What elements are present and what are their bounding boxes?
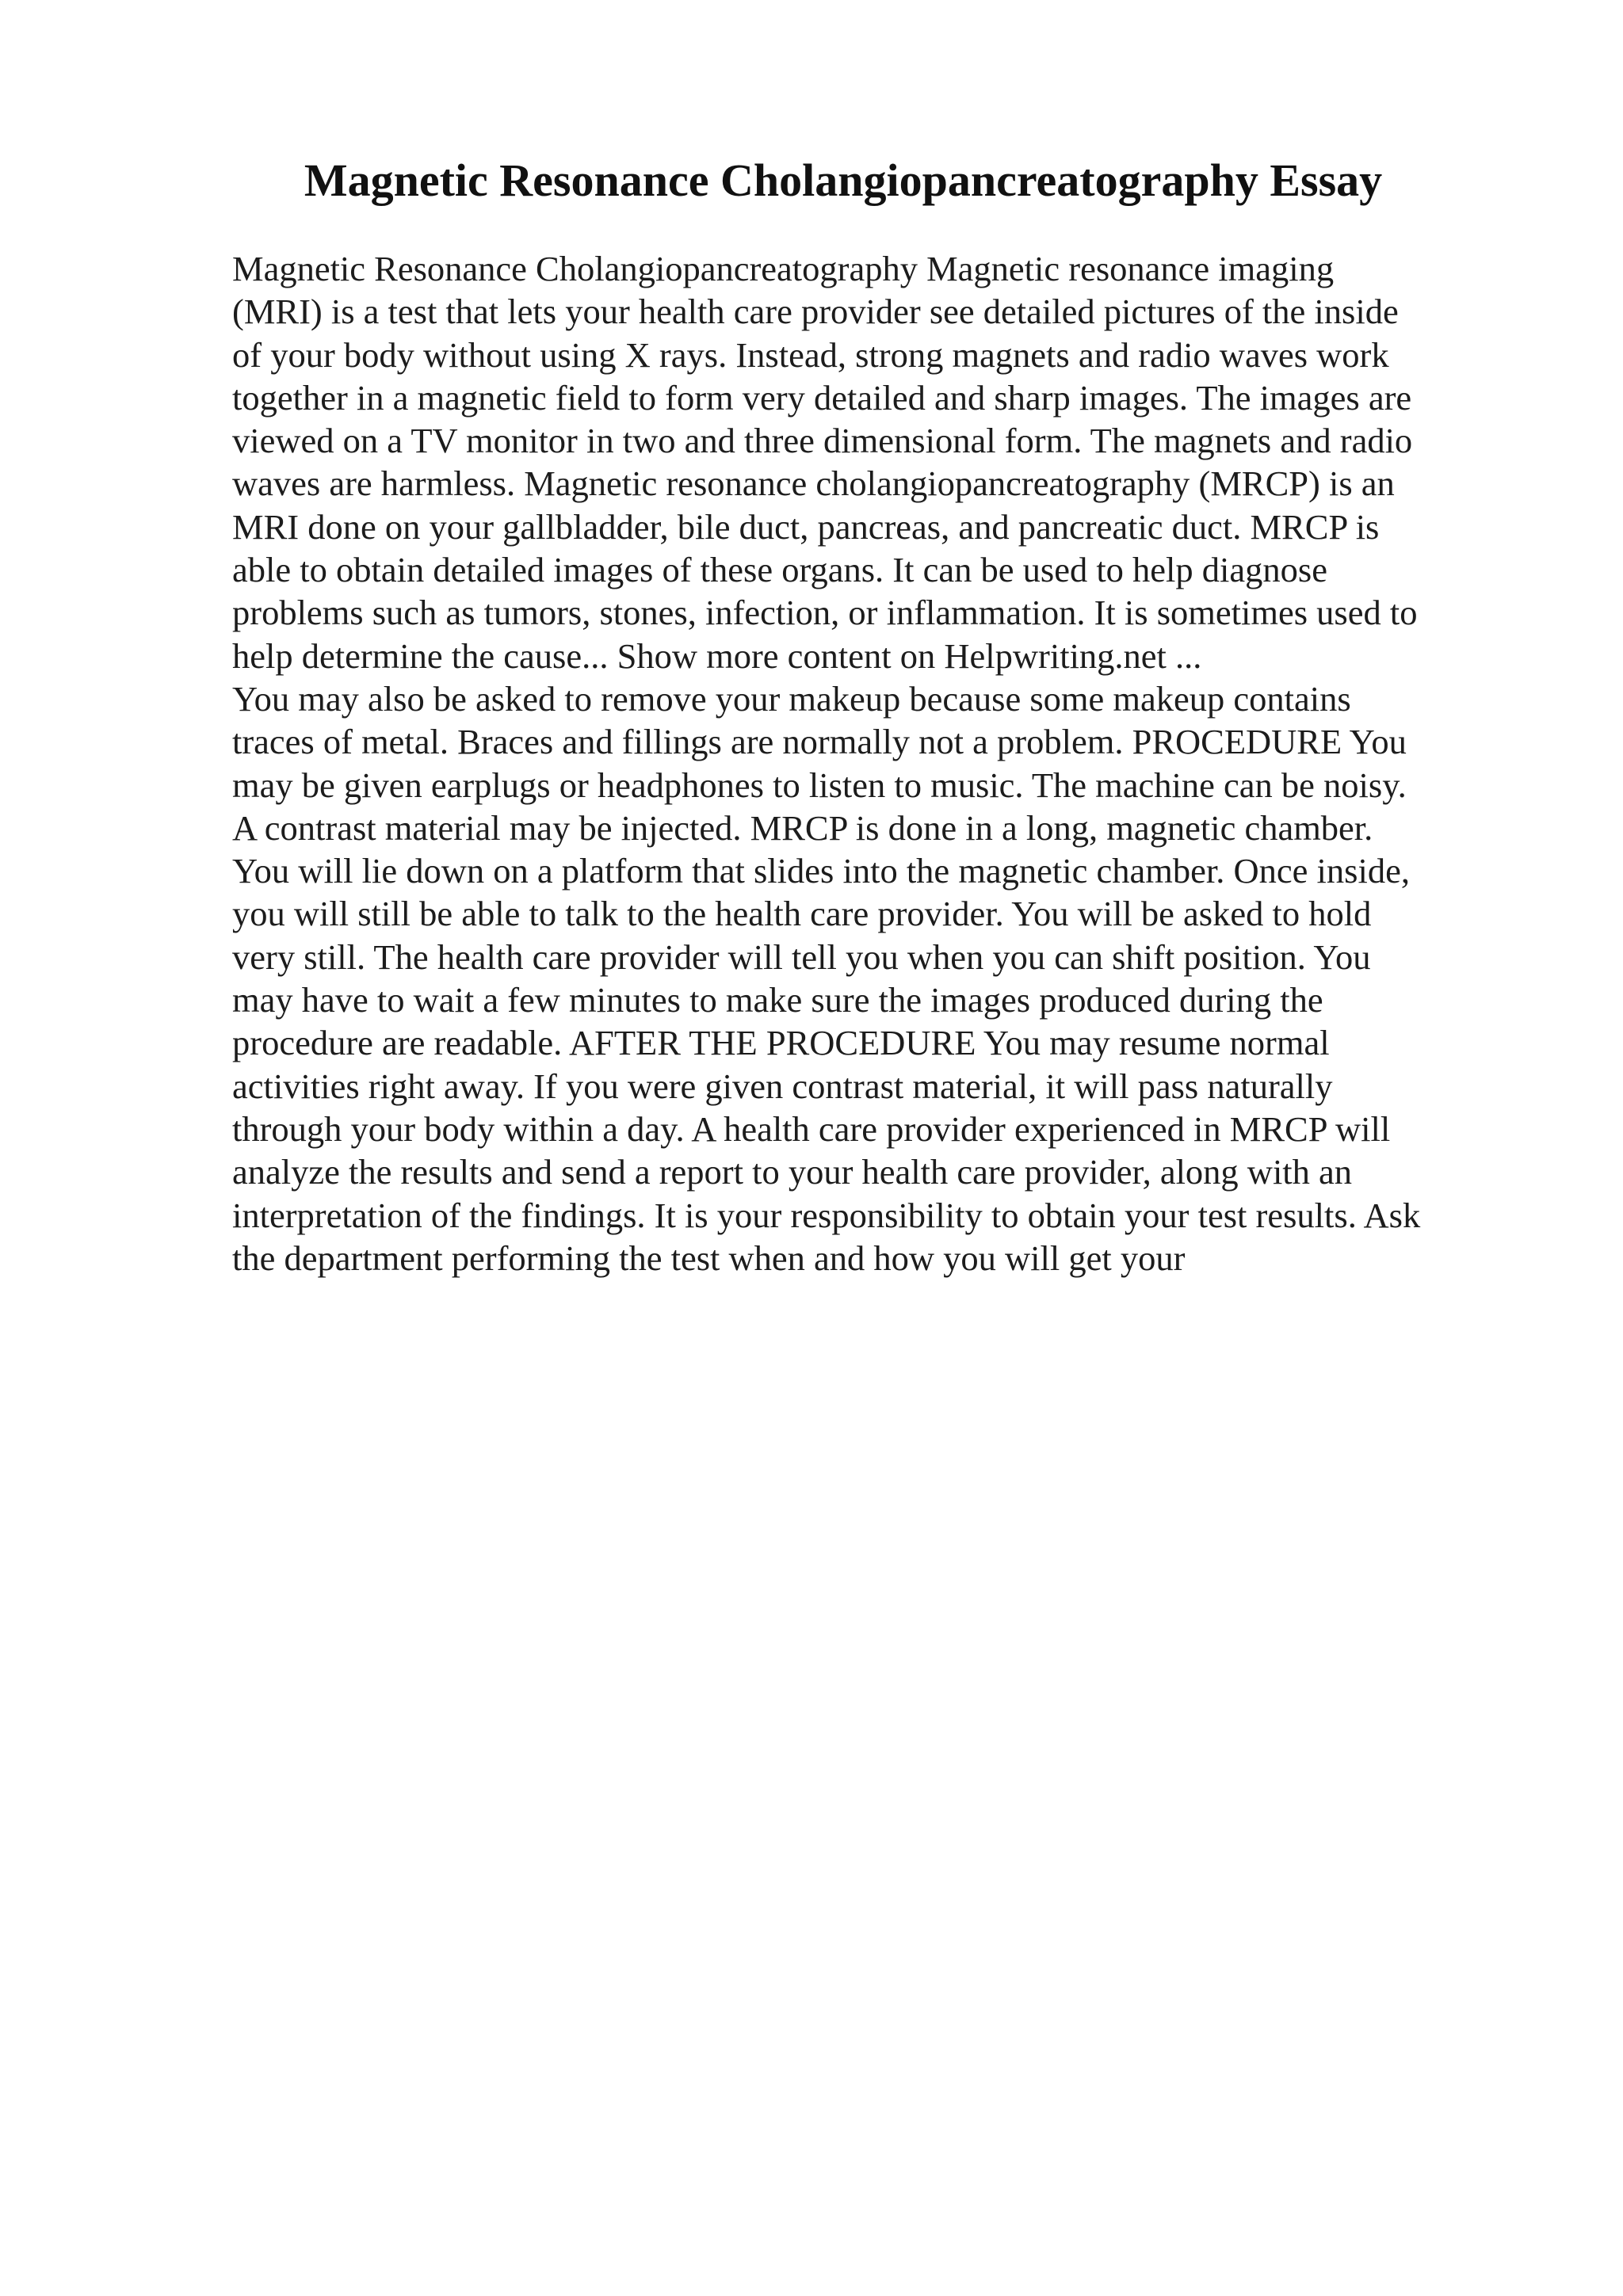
text-line: A contrast material may be injected. MRCP is done in a long, magnetic chamber. [232, 807, 1373, 848]
text-line: you will still be able to talk to the health care provider. You will be asked to hold [232, 894, 1372, 934]
text-line: (MRI) is a test that lets your health care provider see detailed pictures of the inside [232, 292, 1399, 332]
text-line: help determine the cause... Show more content on Helpwriting.net ... [232, 635, 1202, 676]
document-title: Magnetic Resonance Cholangiopancreatography Essay [304, 154, 1383, 206]
text-line: traces of metal. Braces and fillings are normally not a problem. PROCEDURE You [232, 722, 1407, 762]
text-line: You may also be asked to remove your makeup because some makeup contains [232, 678, 1351, 719]
essay-body [232, 247, 1500, 1280]
text-line: through your body within a day. A health care provider experienced in MRCP will [232, 1108, 1391, 1149]
text-line: may have to wait a few minutes to make sure the images produced during the [232, 980, 1323, 1020]
text-line: the department performing the test when and how you will get your [232, 1238, 1186, 1278]
text-line: together in a magnetic field to form very detailed and sharp images. The images are [232, 377, 1412, 418]
text-line: MRI done on your gallbladder, bile duct, pancreas, and pancreatic duct. MRCP is [232, 506, 1380, 547]
text-line: viewed on a TV monitor in two and three dimensional form. The magnets and radio [232, 421, 1413, 461]
text-line: waves are harmless. Magnetic resonance cholangiopancreatography (MRCP) is an [232, 463, 1395, 504]
text-line: analyze the results and send a report to your health care provider, along with an [232, 1152, 1353, 1192]
text-line: activities right away. If you were given contrast material, it will pass naturally [232, 1066, 1333, 1106]
text-line: may be given earplugs or headphones to listen to music. The machine can be noisy. [232, 765, 1407, 805]
text-line: You will lie down on a platform that slides into the magnetic chamber. Once inside, [232, 851, 1410, 891]
text-line: Magnetic Resonance Cholangiopancreatography Magnetic resonance imaging [232, 249, 1335, 288]
text-line: interpretation of the findings. It is your responsibility to obtain your test results. Ask [232, 1195, 1421, 1235]
text-line: of your body without using X rays. Instead, strong magnets and radio waves work [232, 334, 1389, 375]
text-line: very still. The health care provider will tell you when you can shift position. You [232, 936, 1371, 977]
text-line: procedure are readable. AFTER THE PROCEDURE You may resume normal [232, 1023, 1330, 1063]
text-line: problems such as tumors, stones, infection, or inflammation. It is sometimes used to [232, 593, 1418, 633]
text-line: able to obtain detailed images of these organs. It can be used to help diagnose [232, 550, 1327, 590]
